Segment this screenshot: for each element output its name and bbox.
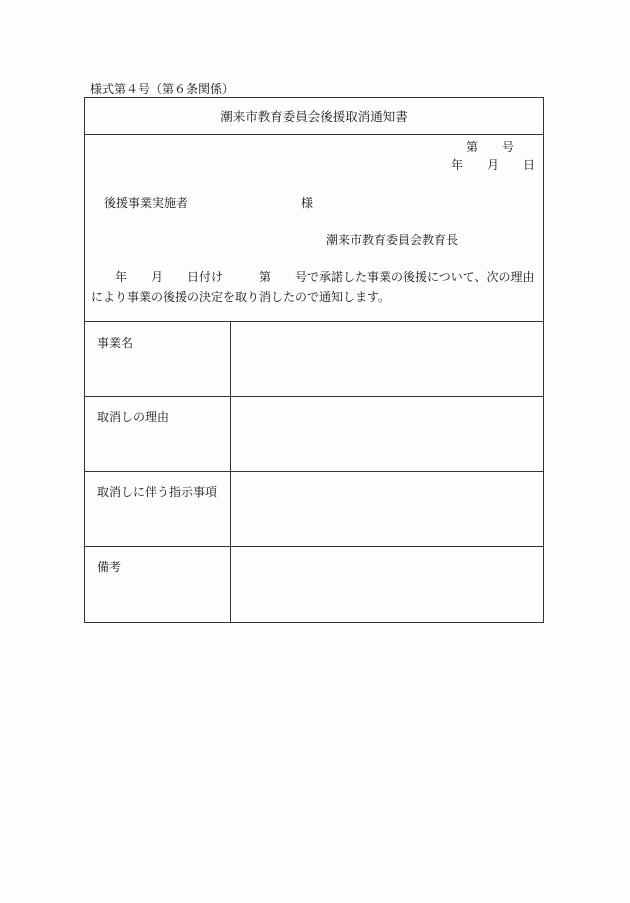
form-number-label: 様式第４号（第６条関係）: [90, 82, 235, 96]
body-text-line-2: により事業の後援の決定を取り消したので通知します。: [91, 290, 391, 304]
body-text-line-1: 年 月 日付け 第 号で承諾した事業の後援について、次の理由: [91, 270, 535, 284]
issuer-name: 潮来市教育委員会教育長: [326, 233, 459, 247]
row-label-project-name: 事業名: [97, 336, 134, 350]
addressee-label: 後援事業実施者: [104, 196, 189, 210]
row-label-remarks: 備考: [97, 560, 122, 574]
document-date: 年 月 日: [451, 158, 536, 172]
row-divider: [85, 471, 543, 472]
document-title: 潮来市教育委員会後援取消通知書: [85, 98, 543, 135]
row-label-instructions: 取消しに伴う指示事項: [97, 485, 218, 499]
table-column-divider: [230, 322, 231, 622]
row-label-cancel-reason: 取消しの理由: [97, 410, 170, 424]
row-divider: [85, 546, 543, 547]
document-number: 第 号: [466, 140, 515, 154]
honorific: 様: [301, 196, 314, 210]
table-top-border: [85, 321, 543, 322]
form-frame: [84, 97, 544, 623]
row-divider: [85, 396, 543, 397]
